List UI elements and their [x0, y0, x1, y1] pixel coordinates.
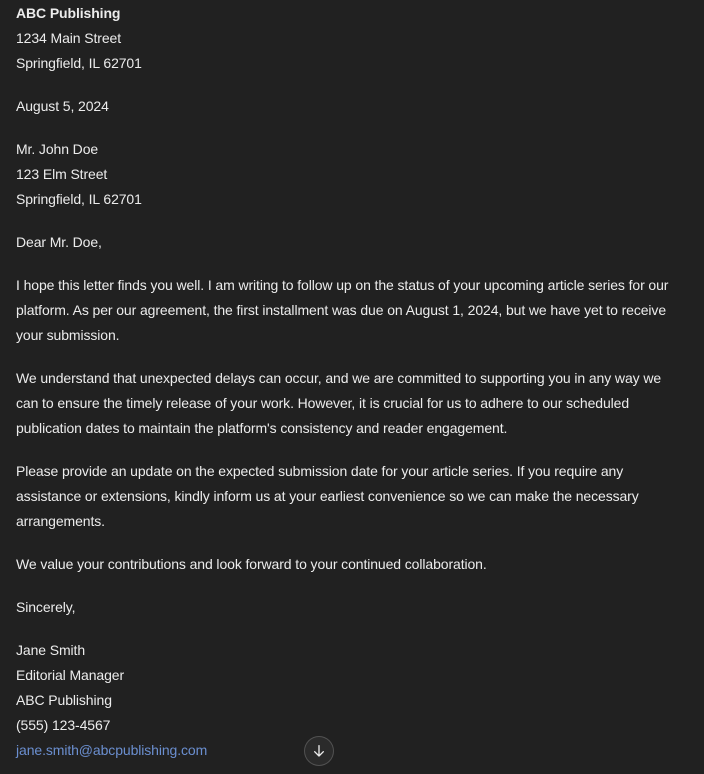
- body-paragraph: We value your contributions and look forward to your continued collaboration.: [16, 556, 487, 572]
- sender-address-line: Springfield, IL 62701: [16, 55, 142, 71]
- signature-block: [16, 638, 676, 763]
- closing-text: Sincerely,: [16, 599, 76, 615]
- salutation: [16, 230, 676, 255]
- signature-line: Editorial Manager: [16, 667, 125, 683]
- recipient-line: Springfield, IL 62701: [16, 191, 142, 207]
- recipient-line: 123 Elm Street: [16, 166, 108, 182]
- scroll-to-bottom-button[interactable]: [304, 736, 334, 766]
- signature-line: ABC Publishing: [16, 692, 112, 708]
- sender-address-line: 1234 Main Street: [16, 30, 122, 46]
- body-paragraph: We understand that unexpected delays can occur, and we are committed to supporting you in any way we can to ensure the timely release of your work. However, it is crucial for us to adhere to our scheduled publication dates to maintain the platform's consistency and reader engagement.: [16, 370, 662, 436]
- recipient-line: Mr. John Doe: [16, 141, 99, 157]
- down-arrow-icon: [311, 743, 327, 759]
- sender-name: ABC Publishing: [16, 5, 121, 21]
- recipient-block: [16, 137, 676, 212]
- body-paragraph: I hope this letter finds you well. I am writing to follow up on the status of your upcoming article series for our platform. As per our agreement, the first installment was due on August 1, 2024, but we have yet to receive your submission.: [16, 277, 669, 343]
- salutation-text: Dear Mr. Doe,: [16, 234, 102, 250]
- letter-date-text: August 5, 2024: [16, 98, 109, 114]
- letter-date: [16, 94, 676, 119]
- body-paragraph: Please provide an update on the expected submission date for your article series. If you require any assistance or extensions, kindly inform us at your earliest convenience so we can make the necessary arrangements.: [16, 463, 639, 529]
- signature-line: Jane Smith: [16, 642, 86, 658]
- sender-block: [16, 1, 676, 76]
- closing: [16, 595, 676, 620]
- signature-line: (555) 123-4567: [16, 717, 111, 733]
- email-link[interactable]: jane.smith@abcpublishing.com: [16, 742, 208, 758]
